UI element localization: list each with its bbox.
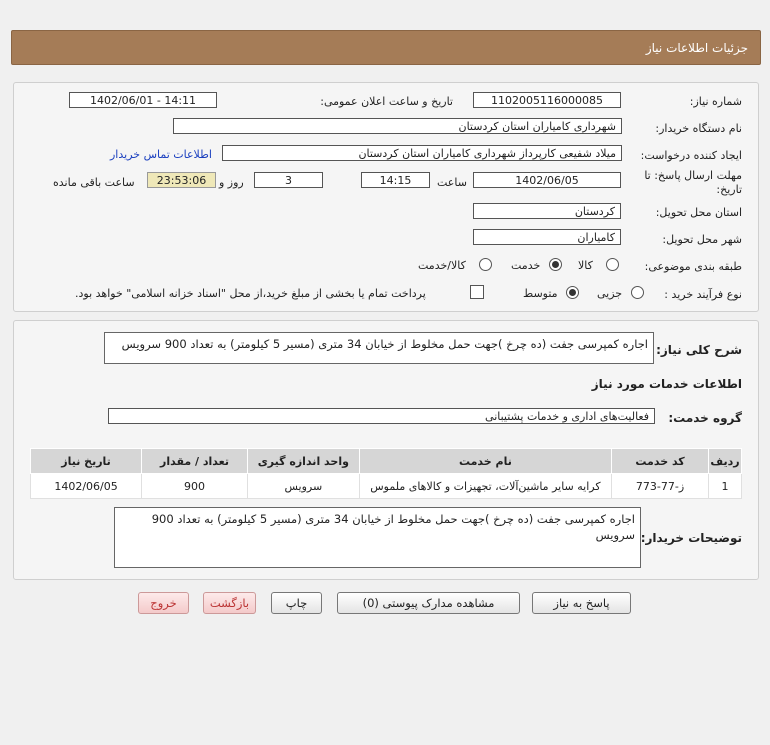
remaining-time-label: ساعت باقی مانده	[53, 176, 135, 189]
col-service-code: کد خدمت	[612, 449, 709, 474]
cell-need-date: 1402/06/05	[31, 474, 142, 499]
delivery-province-label: استان محل تحویل:	[655, 206, 742, 219]
page-title: جزئیات اطلاعات نیاز	[645, 41, 748, 55]
delivery-province-field: کردستان	[473, 203, 621, 219]
treasury-payment-note: پرداخت تمام یا بخشی از مبلغ خرید،از محل "اسناد خزانه اسلامی" خواهد بود.	[75, 287, 426, 300]
print-button[interactable]: چاپ	[271, 592, 322, 614]
col-service-name: نام خدمت	[359, 449, 611, 474]
category-radio-goods-service[interactable]	[479, 258, 492, 271]
deadline-days-label: روز و	[219, 176, 244, 189]
table-header-row	[31, 449, 742, 474]
announce-datetime-label: تاریخ و ساعت اعلان عمومی:	[320, 95, 453, 108]
buyer-org-label: نام دستگاه خریدار:	[655, 122, 742, 135]
category-radio-service[interactable]	[549, 258, 562, 271]
deadline-label-line2: تاریخ:	[716, 183, 742, 196]
buyer-notes-text: اجاره کمپرسی جفت (ده چرخ )جهت حمل مخلوط از خیابان 34 متری (مسیر 5 کیلومتر) به تعداد 900 سرویس	[114, 507, 641, 568]
page-header	[11, 30, 761, 65]
summary-label: شرح کلی نیاز:	[656, 343, 742, 357]
deadline-time-label: ساعت	[437, 176, 467, 189]
purchase-type-radio-minor[interactable]	[631, 286, 644, 299]
buyer-org-field: شهرداری کامیاران استان کردستان	[173, 118, 622, 134]
purchase-type-option-medium: متوسط	[523, 287, 558, 300]
reply-button[interactable]: پاسخ به نیاز	[532, 592, 631, 614]
buyer-notes-label: توضیحات خریدار:	[640, 531, 742, 545]
table-row	[31, 474, 742, 499]
deadline-days-field: 3	[254, 172, 323, 188]
requester-label: ایجاد کننده درخواست:	[640, 149, 742, 162]
view-attachments-button[interactable]: مشاهده مدارک پیوستی (0)	[337, 592, 520, 614]
purchase-type-label: نوع فرآیند خرید :	[664, 288, 742, 301]
col-row-number: ردیف	[709, 449, 742, 474]
deadline-time-field: 14:15	[361, 172, 430, 188]
services-heading: اطلاعات خدمات مورد نیاز	[591, 377, 742, 391]
requester-field: میلاد شفیعی کارپرداز شهرداری کامیاران استان کردستان	[222, 145, 622, 161]
purchase-type-radio-medium[interactable]	[566, 286, 579, 299]
col-need-date: تاریخ نیاز	[31, 449, 142, 474]
service-group-field: فعالیت‌های اداری و خدمات پشتیبانی	[108, 408, 655, 424]
announce-datetime-field: 1402/06/01 - 14:11	[69, 92, 217, 108]
exit-button[interactable]: خروج	[138, 592, 189, 614]
category-option-service: خدمت	[511, 259, 541, 272]
deadline-date-field: 1402/06/05	[473, 172, 621, 188]
purchase-type-option-minor: جزیی	[597, 287, 623, 300]
deadline-label-line1: مهلت ارسال پاسخ: تا	[644, 169, 742, 182]
treasury-payment-checkbox[interactable]	[470, 285, 484, 299]
col-unit: واحد اندازه گیری	[247, 449, 359, 474]
cell-row-number: 1	[709, 474, 742, 499]
category-radio-goods[interactable]	[606, 258, 619, 271]
category-option-goods: کالا	[578, 259, 593, 272]
services-table	[30, 448, 742, 499]
back-button[interactable]: بازگشت	[203, 592, 256, 614]
cell-quantity: 900	[142, 474, 248, 499]
cell-unit: سرویس	[247, 474, 359, 499]
category-label: طبقه بندی موضوعی:	[644, 260, 742, 273]
col-quantity: تعداد / مقدار	[142, 449, 248, 474]
delivery-city-field: کامیاران	[473, 229, 621, 245]
need-number-label: شماره نیاز:	[689, 95, 742, 108]
need-details-panel	[13, 82, 759, 312]
delivery-city-label: شهر محل تحویل:	[662, 233, 742, 246]
summary-text: اجاره کمپرسی جفت (ده چرخ )جهت حمل مخلوط از خیابان 34 متری (مسیر 5 کیلومتر) به تعداد 900 سرویس	[104, 332, 654, 364]
buyer-contact-link[interactable]: اطلاعات تماس خریدار	[110, 148, 212, 161]
need-number-field: 1102005116000085	[473, 92, 621, 108]
cell-service-name: کرایه سایر ماشین‌آلات، تجهیزات و کالاهای ملموس	[359, 474, 611, 499]
remaining-time-field: 23:53:06	[147, 172, 216, 188]
service-group-label: گروه خدمت:	[668, 411, 742, 425]
cell-service-code: ز-77-773	[612, 474, 709, 499]
category-option-goods-service: کالا/خدمت	[418, 259, 466, 272]
